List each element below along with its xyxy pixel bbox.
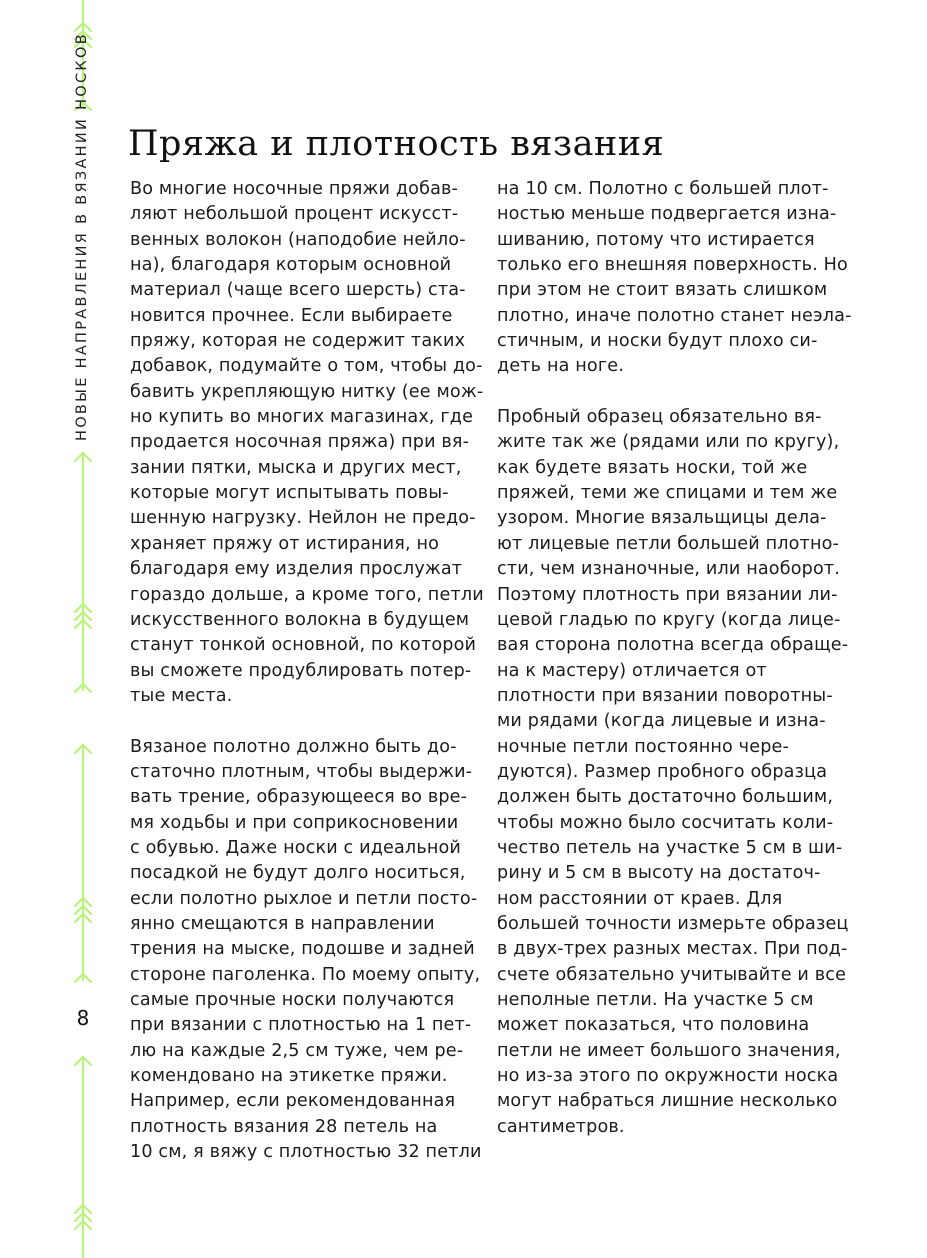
text-line: при вязании с плотностью на 1 пет- [130,1015,472,1036]
text-line: ном расстоянии от краев. Для [497,888,783,909]
text-line: стичным, и носки будут плохо си- [497,331,818,352]
text-line: трения на мыске, подошве и задней [130,939,475,960]
text-line: статочно плотным, чтобы выдержи- [130,761,473,782]
text-line: шенную нагрузку. Нейлон не предо- [130,508,476,529]
text-line: но купить во многих магазинах, где [130,407,474,428]
text-line: Во многие носочные пряжи добав- [130,179,459,199]
text-line: искусственного волокна в будущем [130,609,470,630]
text-line: сантиметров. [497,1116,625,1137]
text-line: которые могут испытывать повы- [130,483,449,504]
text-line: благодаря ему изделия прослужат [130,559,463,580]
text-line: ют лицевые петли большей плотно- [497,533,840,554]
text-line: станут тонкой основной, по которой [130,635,477,656]
text-line: должен быть достаточно большим, [497,787,834,808]
text-line: вая сторона полотна всегда обраще- [497,635,849,656]
text-line: венных волокон (наподобие нейло- [130,229,466,250]
paragraph [130,735,500,1166]
text-line: на к мастеру) отличается от [497,660,767,681]
text-line: лю на каждые 2,5 см туже, чем ре- [130,1040,464,1061]
text-line: с обувью. Даже носки с идеальной [130,837,461,858]
text-line: ми рядами (когда лицевые и изна- [497,711,826,732]
text-line: зании пятки, мыска и других мест, [130,457,462,478]
text-line: вать трение, образующееся во вре- [130,787,468,808]
text-line: в двух-трех разных местах. При под- [497,939,848,960]
text-line: рину и 5 см в высоту на достаточ- [497,863,821,884]
text-line: ляют небольшой процент искусст- [130,204,459,225]
text-line: пряжей, теми же спицами и тем же [497,483,838,504]
paragraph [497,405,867,1140]
running-header: НОВЫЕ НАПРАВЛЕНИЯ В ВЯЗАНИИ НОСКОВ [74,32,90,441]
text-line: плотно, иначе полотно станет неэла- [497,305,852,326]
text-line: при этом не стоит вязать слишком [497,280,828,301]
text-line: вы сможете продублировать потер- [130,660,472,681]
page-number: 8 [76,1006,90,1030]
text-line: мя ходьбы и при соприкосновении [130,812,459,833]
text-line: шиванию, потому что истирается [497,229,815,250]
text-line: на), благодаря которым основной [130,255,452,276]
text-line: цевой гладью по кругу (когда лице- [497,609,841,630]
text-line: новится прочнее. Если выбираете [130,305,453,326]
text-line: петли не имеет большого значения, [497,1040,841,1061]
text-line: неполные петли. На участке 5 см [497,990,814,1010]
text-line: ночные петли постоянно чере- [497,736,789,757]
text-line: посадкой не будут долго носиться, [130,863,466,884]
paragraph [130,177,500,709]
text-line: узором. Многие вязальщицы дела- [497,508,827,529]
text-line: плотность вязания 28 петель на [130,1116,438,1137]
right-column [497,177,867,1165]
text-line: тые места. [130,685,233,706]
text-line: чтобы можно было сосчитать коли- [497,812,834,833]
text-line: сти, чем изнаночные, или наоборот. [497,559,841,580]
text-line: материал (чаще всего шерсть) ста- [130,280,466,301]
text-line: Поэтому плотность при вязании ли- [497,584,838,605]
text-line: только его внешняя поверхность. Но [497,255,848,276]
text-line: но из-за этого по окружности носка [497,1066,839,1087]
text-line: как будете вязать носки, той же [497,457,808,478]
page-title: Пряжа и плотность вязания [128,124,665,164]
text-line: добавок, подумайте о том, чтобы до- [130,356,483,377]
text-line: комендовано на этикетке пряжи. [130,1066,448,1087]
text-line: храняет пряжу от истирания, но [130,533,440,554]
text-line: деть на ноге. [497,356,624,377]
text-line: самые прочные носки получаются [130,990,455,1010]
text-line: ностью меньше подвергается изна- [497,204,837,225]
text-line: стороне паголенка. По моему опыту, [130,964,481,985]
text-line: Вязаное полотно должно быть до- [130,736,457,757]
text-line: плотности при вязании поворотны- [497,685,833,706]
text-line: продается носочная пряжа) при вя- [130,432,470,453]
margin-arrow-decoration [0,0,120,1258]
text-line: Например, если рекомендованная [130,1091,456,1112]
text-line: чество петель на участке 5 см в ши- [497,837,843,858]
text-line: гораздо дольше, а кроме того, петли [130,584,484,605]
arrow-icon [0,0,120,1258]
left-column [130,177,500,1191]
text-line: пряжу, которая не содержит таких [130,331,466,352]
text-line: бавить укрепляющую нитку (ее мож- [130,381,484,402]
paragraph [497,177,867,380]
text-line: если полотно рыхлое и петли посто- [130,888,478,909]
text-line: на 10 см. Полотно с большей плот- [497,179,829,199]
text-line: янно смещаются в направлении [130,913,435,934]
text-line: большей точности измерьте образец [497,913,849,934]
text-line: жите так же (рядами или по кругу), [497,432,840,453]
text-line: счете обязательно учитывайте и все [497,964,847,985]
text-line: Пробный образец обязательно вя- [497,407,822,428]
text-line: может показаться, что половина [497,1015,810,1036]
text-line: могут набраться лишние несколько [497,1091,838,1112]
text-line: дуются). Размер пробного образца [497,761,828,782]
text-line: 10 см, я вяжу с плотностью 32 петли [130,1142,482,1163]
